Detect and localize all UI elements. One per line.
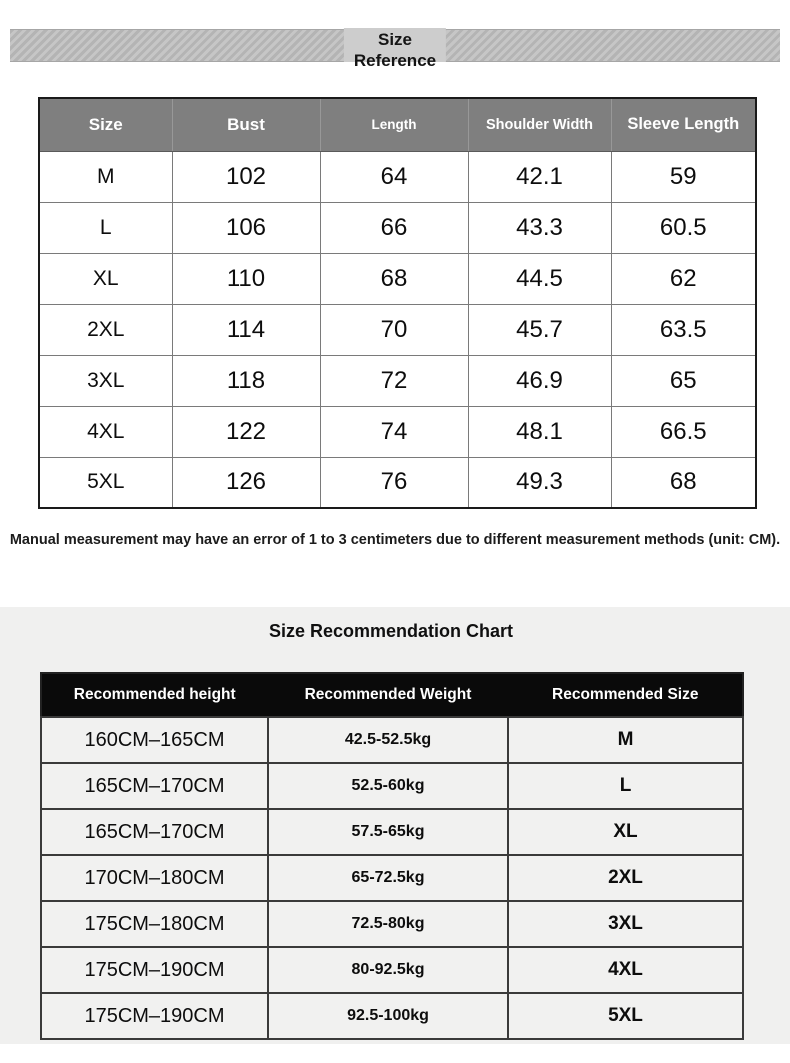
cell-length: 68	[320, 253, 468, 304]
cell-recommended-size: M	[508, 717, 743, 763]
measurement-disclaimer: Manual measurement may have an error of 1 to 3 centimeters due to different measurement methods (unit: CM).	[9, 532, 781, 548]
table-row	[41, 947, 743, 993]
cell-bust: 122	[172, 406, 320, 457]
cell-weight: 42.5-52.5kg	[268, 717, 508, 763]
cell-sleeve: 59	[611, 151, 756, 202]
cell-sleeve: 60.5	[611, 202, 756, 253]
column-header-recommended-height: Recommended height	[41, 673, 268, 717]
table-row	[39, 304, 756, 355]
column-header-recommended-size: Recommended Size	[508, 673, 743, 717]
banner-title-line1: Size	[377, 30, 413, 49]
column-header-shoulder-width: Shoulder Width	[468, 98, 611, 151]
table-row	[39, 253, 756, 304]
cell-recommended-size: 2XL	[508, 855, 743, 901]
table-row	[41, 717, 743, 763]
cell-bust: 106	[172, 202, 320, 253]
cell-length: 74	[320, 406, 468, 457]
table-row	[41, 993, 743, 1039]
cell-height: 165CM–170CM	[41, 763, 268, 809]
cell-length: 70	[320, 304, 468, 355]
cell-weight: 57.5-65kg	[268, 809, 508, 855]
table-row	[41, 809, 743, 855]
cell-sleeve: 65	[611, 355, 756, 406]
table-row	[41, 763, 743, 809]
cell-bust: 102	[172, 151, 320, 202]
cell-bust: 126	[172, 457, 320, 508]
cell-shoulder: 48.1	[468, 406, 611, 457]
cell-recommended-size: 4XL	[508, 947, 743, 993]
cell-sleeve: 66.5	[611, 406, 756, 457]
cell-sleeve: 63.5	[611, 304, 756, 355]
cell-size: L	[39, 202, 172, 253]
table-row	[39, 457, 756, 508]
banner-title-line2: Reference	[353, 51, 437, 70]
cell-bust: 114	[172, 304, 320, 355]
cell-height: 165CM–170CM	[41, 809, 268, 855]
cell-height: 160CM–165CM	[41, 717, 268, 763]
cell-height: 170CM–180CM	[41, 855, 268, 901]
cell-weight: 52.5-60kg	[268, 763, 508, 809]
table-row	[39, 406, 756, 457]
cell-shoulder: 49.3	[468, 457, 611, 508]
table-row	[39, 151, 756, 202]
cell-bust: 110	[172, 253, 320, 304]
cell-height: 175CM–190CM	[41, 947, 268, 993]
size-table-header-row	[39, 98, 756, 151]
cell-weight: 92.5-100kg	[268, 993, 508, 1039]
cell-size: 5XL	[39, 457, 172, 508]
size-reference-table	[38, 97, 757, 509]
column-header-recommended-weight: Recommended Weight	[268, 673, 508, 717]
cell-size: M	[39, 151, 172, 202]
table-row	[39, 202, 756, 253]
table-row	[41, 855, 743, 901]
cell-shoulder: 46.9	[468, 355, 611, 406]
cell-shoulder: 42.1	[468, 151, 611, 202]
cell-recommended-size: L	[508, 763, 743, 809]
cell-weight: 65-72.5kg	[268, 855, 508, 901]
cell-recommended-size: 5XL	[508, 993, 743, 1039]
size-recommendation-section	[0, 607, 790, 1044]
section-title: Size Recommendation Chart	[268, 621, 514, 641]
cell-length: 76	[320, 457, 468, 508]
column-header-bust: Bust	[172, 98, 320, 151]
cell-size: XL	[39, 253, 172, 304]
cell-weight: 80-92.5kg	[268, 947, 508, 993]
size-recommendation-table	[40, 672, 744, 1040]
cell-sleeve: 68	[611, 457, 756, 508]
cell-bust: 118	[172, 355, 320, 406]
banner-title-box	[344, 28, 446, 70]
recommendation-header-row	[41, 673, 743, 717]
cell-recommended-size: XL	[508, 809, 743, 855]
cell-shoulder: 44.5	[468, 253, 611, 304]
cell-height: 175CM–190CM	[41, 993, 268, 1039]
column-header-sleeve-length: Sleeve Length	[611, 98, 756, 151]
cell-sleeve: 62	[611, 253, 756, 304]
column-header-length: Length	[320, 98, 468, 151]
cell-size: 4XL	[39, 406, 172, 457]
table-row	[39, 355, 756, 406]
cell-length: 72	[320, 355, 468, 406]
cell-size: 3XL	[39, 355, 172, 406]
cell-shoulder: 45.7	[468, 304, 611, 355]
cell-weight: 72.5-80kg	[268, 901, 508, 947]
cell-length: 66	[320, 202, 468, 253]
cell-recommended-size: 3XL	[508, 901, 743, 947]
cell-length: 64	[320, 151, 468, 202]
column-header-size: Size	[39, 98, 172, 151]
cell-shoulder: 43.3	[468, 202, 611, 253]
table-row	[41, 901, 743, 947]
cell-size: 2XL	[39, 304, 172, 355]
cell-height: 175CM–180CM	[41, 901, 268, 947]
